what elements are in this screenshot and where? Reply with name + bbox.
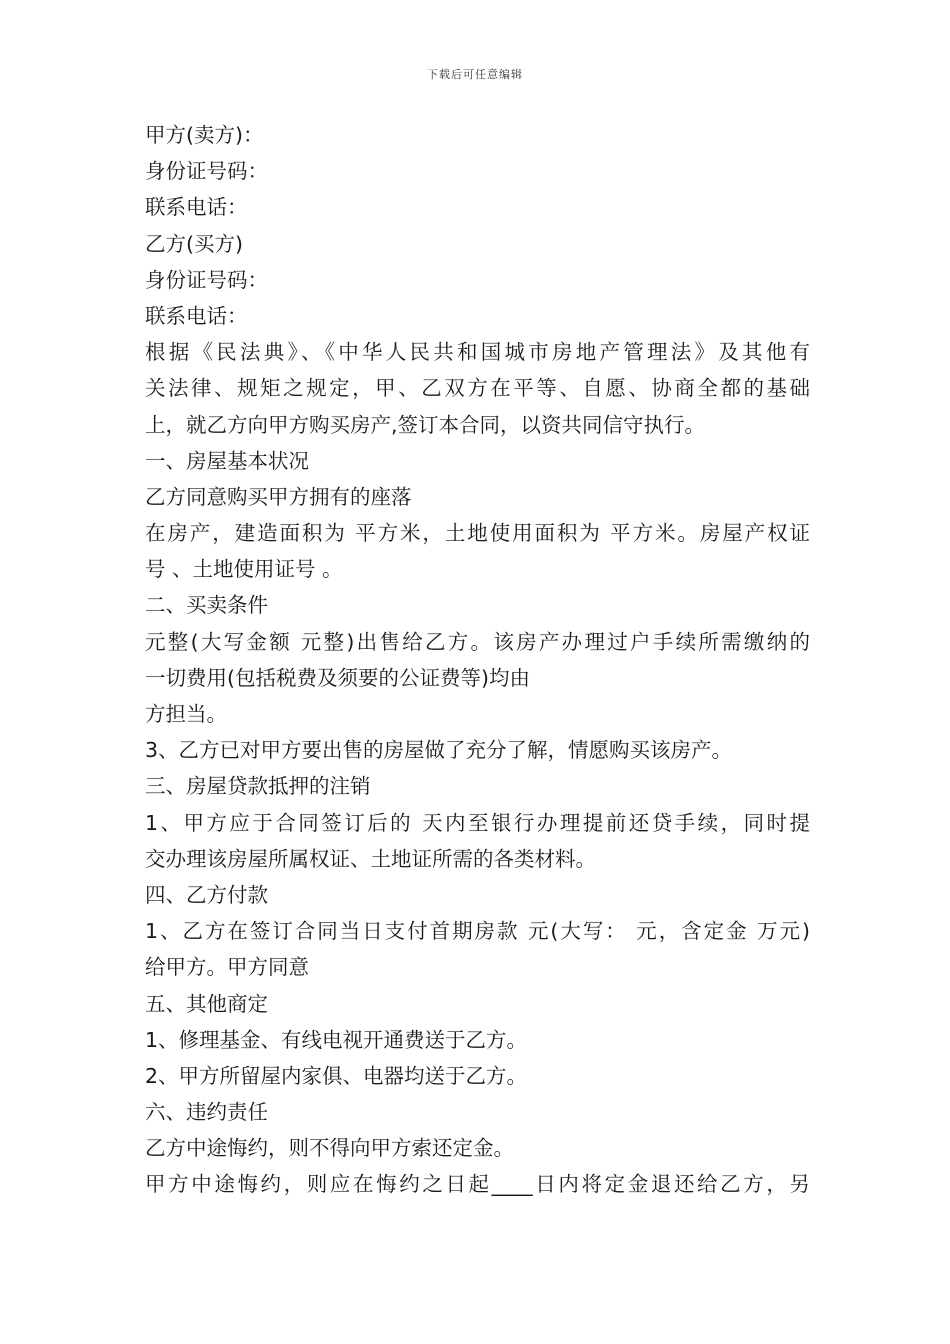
- preamble-line: 关法律、规矩之规定，甲、乙双方在平等、自愿、协商全都的基础: [145, 376, 810, 401]
- paragraph-line: 乙方中途悔约，则不得向甲方索还定金。: [145, 1136, 514, 1161]
- paragraph-line: 号 、土地使用证号 。: [145, 557, 343, 582]
- clause-line: 3、乙方已对甲方要出售的房屋做了充分了解，情愿购买该房产。: [145, 738, 733, 763]
- clause-line: 1、乙方在签订合同当日支付首期房款 元(大写： 元，含定金 万元): [145, 919, 810, 944]
- party-b-phone-line: 联系电话：: [145, 303, 248, 328]
- preamble-line: 上，就乙方向甲方购买房产,签订本合同，以资共同信守执行。: [145, 412, 706, 437]
- preamble-line: 根据《民法典》、《中华人民共和国城市房地产管理法》及其他有: [145, 340, 810, 365]
- paragraph-line: 甲方中途悔约，则应在悔约之日起____日内将定金退还给乙方，另: [145, 1172, 810, 1197]
- party-b-buyer-line: 乙方(买方): [145, 231, 243, 256]
- paragraph-line: 方担当。: [145, 702, 227, 726]
- section-heading: 五、其他商定: [145, 991, 268, 1016]
- party-a-id-line: 身份证号码：: [145, 159, 268, 184]
- clause-line: 1、甲方应于合同签订后的 天内至银行办理提前还贷手续，同时提: [145, 810, 810, 835]
- clause-line: 给甲方。甲方同意: [145, 955, 309, 980]
- paragraph-line: 元整(大写金额 元整)出售给乙方。该房产办理过户手续所需缴纳的: [145, 629, 810, 654]
- paragraph-line: 一切费用(包括税费及须要的公证费等)均由: [145, 665, 530, 690]
- section-heading: 一、房屋基本状况: [145, 448, 309, 473]
- clause-line: 2、甲方所留屋内家俱、电器均送于乙方。: [145, 1063, 528, 1088]
- party-a-seller-line: 甲方(卖方)：: [145, 123, 264, 147]
- contract-body: [145, 117, 810, 1203]
- clause-line: 交办理该房屋所属权证、土地证所需的各类材料。: [145, 846, 596, 871]
- paragraph-line: 在房产，建造面积为 平方米，土地使用面积为 平方米。房屋产权证: [145, 521, 810, 546]
- party-a-phone-line: 联系电话：: [145, 195, 248, 220]
- clause-line: 1、修理基金、有线电视开通费送于乙方。: [145, 1027, 528, 1052]
- section-heading: 三、房屋贷款抵押的注销: [145, 774, 371, 799]
- paragraph-line: 乙方同意购买甲方拥有的座落: [145, 484, 412, 509]
- section-heading: 六、违约责任: [145, 1100, 268, 1125]
- page-header-note: 下载后可任意编辑: [427, 68, 523, 81]
- section-heading: 二、买卖条件: [145, 593, 268, 618]
- party-b-id-line: 身份证号码：: [145, 267, 268, 292]
- section-heading: 四、乙方付款: [145, 882, 268, 907]
